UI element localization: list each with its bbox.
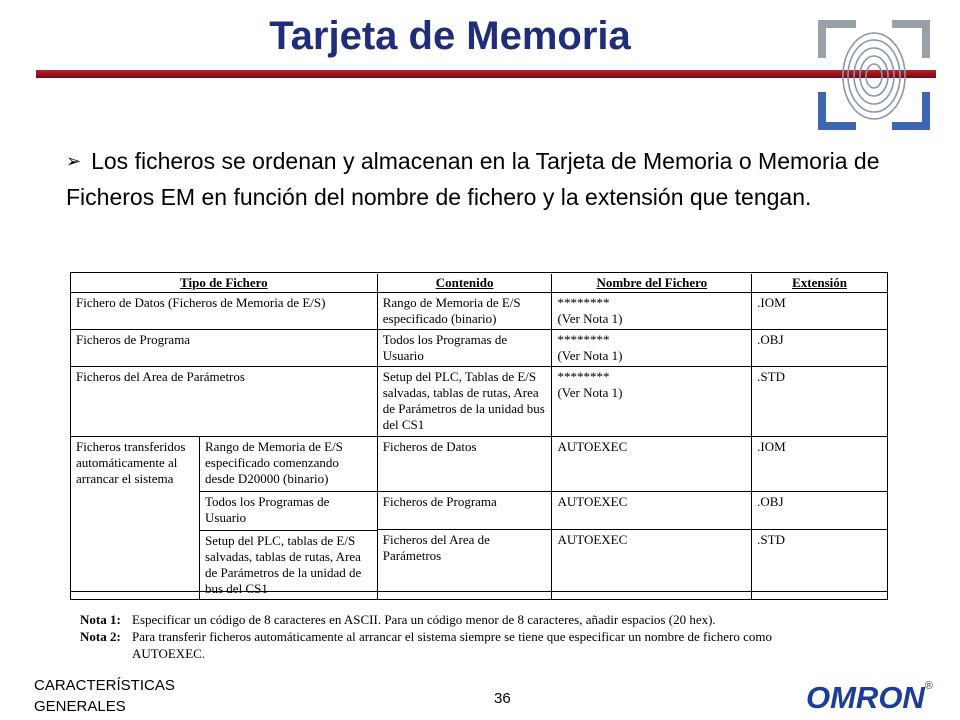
footer-line-1: CARACTERÍSTICAS	[34, 677, 175, 694]
cell-content: Todos los Programas de Usuario	[377, 330, 552, 367]
cell-content: Ficheros de Datos	[377, 437, 552, 492]
cell-name: AUTOEXEC	[552, 530, 752, 600]
bullet-paragraph	[66, 144, 886, 214]
fingerprint-logo-icon	[816, 18, 932, 132]
table-row	[71, 293, 888, 330]
table-notes	[80, 611, 900, 662]
header-content: Contenido	[377, 274, 552, 293]
table-row	[71, 367, 888, 437]
cell-content: Setup del PLC, Tablas de E/S salvadas, tablas de rutas, Area de Parámetros de la unidad bus del CS1	[377, 367, 552, 437]
note-1	[80, 611, 900, 628]
arrow-bullet-icon: ➢	[66, 151, 82, 171]
cell-name	[552, 293, 752, 330]
cell-extension: .STD	[752, 367, 888, 437]
file-name-note: (Ver Nota 1)	[557, 311, 623, 326]
file-name-note: (Ver Nota 1)	[557, 348, 623, 363]
cell-content: Rango de Memoria de E/S especificado (binario)	[377, 293, 552, 330]
cell-content: Ficheros de Programa	[377, 492, 552, 530]
cell-content: Ficheros del Area de Parámetros	[377, 530, 552, 600]
bullet-text: Los ficheros se ordenan y almacenan en la Tarjeta de Memoria o Memoria de Ficheros EM en función del nombre de fichero y la extensión que tengan.	[66, 148, 880, 210]
cell-name: AUTOEXEC	[552, 437, 752, 492]
cell-extension: .IOM	[752, 293, 888, 330]
page-number: 36	[494, 690, 511, 707]
cell-type: Fichero de Datos (Ficheros de Memoria de E/S)	[71, 293, 378, 330]
file-name-note: (Ver Nota 1)	[557, 385, 623, 400]
cell-extension: .IOM	[752, 437, 888, 492]
cell-name: AUTOEXEC	[552, 492, 752, 530]
note-label: Nota 2:	[80, 629, 121, 644]
cell-type: Ficheros del Area de Parámetros	[71, 367, 378, 437]
omron-logo	[806, 680, 948, 714]
cell-subcontent: Rango de Memoria de E/S especificado comenzando desde D20000 (binario)	[200, 437, 377, 492]
title-underline	[36, 70, 936, 78]
cell-extension: .STD	[752, 530, 888, 600]
registered-mark: ®	[924, 680, 933, 692]
table-row	[71, 330, 888, 367]
note-text: Especificar un código de 8 caracteres en ASCII. Para un código menor de 8 caracteres, añadir espacios (20 hex).	[132, 612, 716, 627]
omron-logo-text: OMRON	[806, 680, 925, 715]
file-name: ********	[557, 295, 610, 310]
note-2-continuation: AUTOEXEC.	[132, 646, 206, 661]
cell-subcontent: Setup del PLC, tablas de E/S salvadas, tablas de rutas, Area de Parámetros de la unidad de bus del CS1	[205, 533, 362, 596]
cell-extension: .OBJ	[752, 492, 888, 530]
cell-name	[552, 367, 752, 437]
file-types-table	[70, 274, 888, 600]
cell-name	[552, 330, 752, 367]
table-header-row	[71, 274, 888, 293]
slide-title: Tarjeta de Memoria	[269, 14, 631, 58]
cell-type: Ficheros transferidos automáticamente al arrancar el sistema	[71, 437, 200, 599]
file-name: ********	[557, 332, 610, 347]
note-text: Para transferir ficheros automáticamente al arrancar el sistema siempre se tiene que especificar un nombre de fichero como	[132, 629, 772, 644]
header-name: Nombre del Fichero	[552, 274, 752, 293]
cell-auto-group	[71, 437, 378, 600]
footer-line-2: GENERALES	[34, 698, 126, 715]
header-type: Tipo de Fichero	[71, 274, 378, 293]
cell-subcontent: Todos los Programas de Usuario	[200, 492, 377, 531]
note-2	[80, 628, 900, 645]
header-extension: Extensión	[752, 274, 888, 293]
footer-section-label	[34, 675, 175, 717]
file-name: ********	[557, 369, 610, 384]
note-label: Nota 1:	[80, 612, 121, 627]
cell-type: Ficheros de Programa	[71, 330, 378, 367]
cell-extension: .OBJ	[752, 330, 888, 367]
table-row	[71, 437, 888, 492]
